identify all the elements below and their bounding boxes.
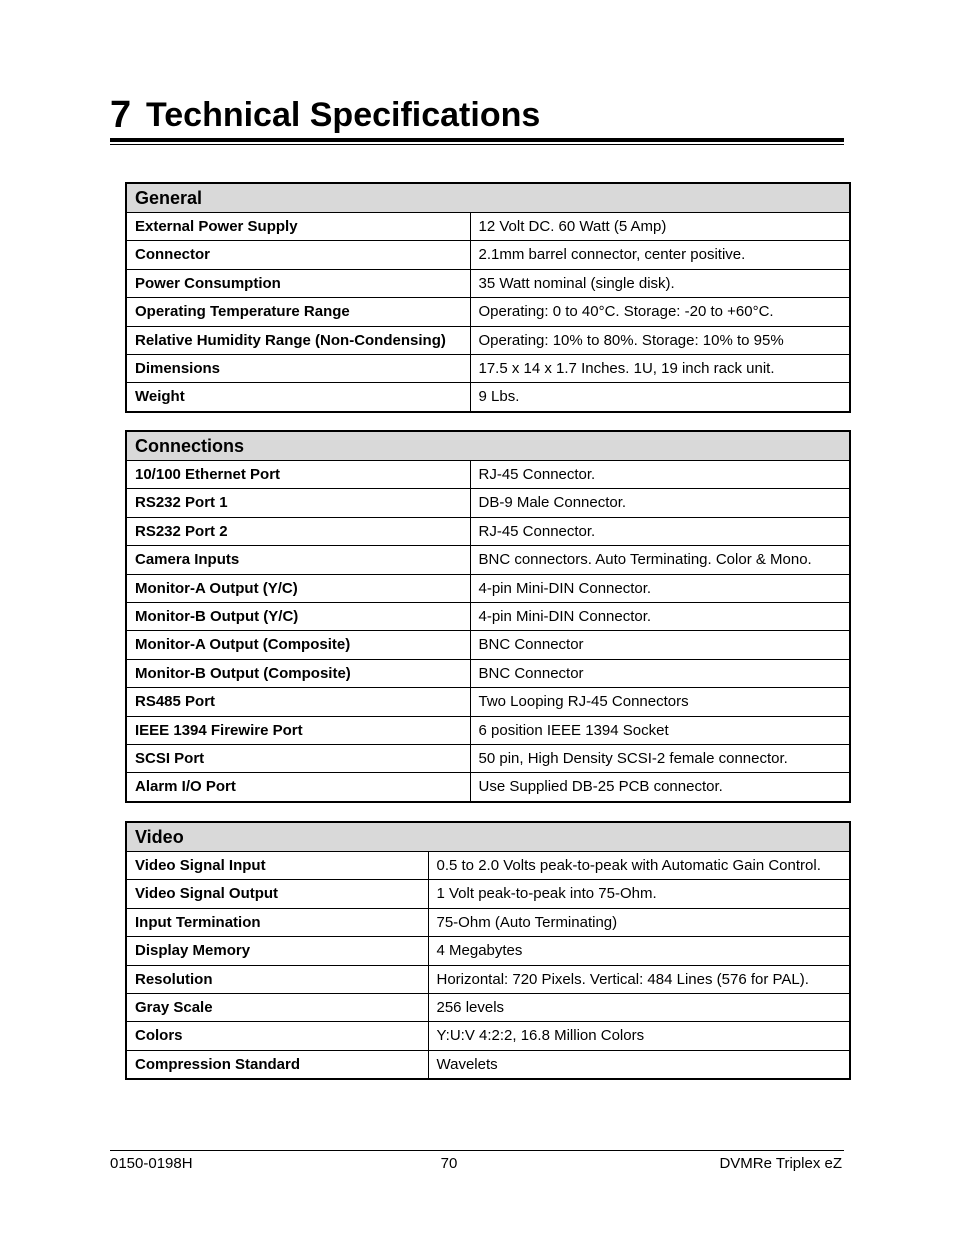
spec-label: Monitor-B Output (Composite) xyxy=(126,659,470,687)
spec-row xyxy=(126,659,850,687)
general-spec-table xyxy=(125,182,851,413)
spec-row xyxy=(126,745,850,773)
heading-rule-thin xyxy=(110,144,844,145)
spec-value: Wavelets xyxy=(428,1050,850,1079)
spec-label: Video Signal Input xyxy=(126,852,428,880)
chapter-heading xyxy=(110,92,844,138)
spec-row xyxy=(126,937,850,965)
chapter-number: 7 xyxy=(110,94,132,136)
spec-row xyxy=(126,546,850,574)
spec-value: 0.5 to 2.0 Volts peak-to-peak with Automatic Gain Control. xyxy=(428,852,850,880)
spec-label: Monitor-A Output (Y/C) xyxy=(126,574,470,602)
spec-value: 50 pin, High Density SCSI-2 female connector. xyxy=(470,745,850,773)
spec-label: SCSI Port xyxy=(126,745,470,773)
spec-label: RS485 Port xyxy=(126,688,470,716)
spec-label: Camera Inputs xyxy=(126,546,470,574)
spec-label: Dimensions xyxy=(126,355,470,383)
spec-value: Horizontal: 720 Pixels. Vertical: 484 Lines (576 for PAL). xyxy=(428,965,850,993)
spec-row xyxy=(126,908,850,936)
spec-label: Alarm I/O Port xyxy=(126,773,470,802)
spec-row xyxy=(126,688,850,716)
spec-row xyxy=(126,461,850,489)
spec-row xyxy=(126,716,850,744)
spec-value: 17.5 x 14 x 1.7 Inches. 1U, 19 inch rack unit. xyxy=(470,355,850,383)
spec-label: Weight xyxy=(126,383,470,412)
spec-label: Resolution xyxy=(126,965,428,993)
spec-row xyxy=(126,383,850,412)
spec-label: Colors xyxy=(126,1022,428,1050)
spec-row xyxy=(126,965,850,993)
spec-label: Monitor-B Output (Y/C) xyxy=(126,603,470,631)
footer-doc-number: 0150-0198H xyxy=(110,1155,193,1172)
spec-row xyxy=(126,1022,850,1050)
spec-row xyxy=(126,517,850,545)
spec-label: Connector xyxy=(126,241,470,269)
footer-product-name: DVMRe Triplex eZ xyxy=(719,1155,842,1172)
spec-row xyxy=(126,603,850,631)
spec-value: RJ-45 Connector. xyxy=(470,461,850,489)
spec-value: 256 levels xyxy=(428,994,850,1022)
spec-value: 4-pin Mini-DIN Connector. xyxy=(470,603,850,631)
spec-value: 1 Volt peak-to-peak into 75-Ohm. xyxy=(428,880,850,908)
spec-label: Monitor-A Output (Composite) xyxy=(126,631,470,659)
spec-row xyxy=(126,355,850,383)
spec-label: Compression Standard xyxy=(126,1050,428,1079)
spec-label: RS232 Port 1 xyxy=(126,489,470,517)
spec-value: BNC Connector xyxy=(470,631,850,659)
footer-page-number: 70 xyxy=(440,1155,458,1172)
spec-row xyxy=(126,631,850,659)
spec-row xyxy=(126,489,850,517)
spec-row xyxy=(126,241,850,269)
heading-rule-thick xyxy=(110,138,844,142)
spec-value: 9 Lbs. xyxy=(470,383,850,412)
spec-label: 10/100 Ethernet Port xyxy=(126,461,470,489)
spec-value: Use Supplied DB-25 PCB connector. xyxy=(470,773,850,802)
spec-value: Operating: 0 to 40°C. Storage: -20 to +60°C. xyxy=(470,298,850,326)
spec-value: 12 Volt DC. 60 Watt (5 Amp) xyxy=(470,213,850,241)
connections-spec-table xyxy=(125,430,851,803)
spec-row xyxy=(126,298,850,326)
spec-label: Operating Temperature Range xyxy=(126,298,470,326)
section-header: Connections xyxy=(126,431,850,461)
spec-label: Gray Scale xyxy=(126,994,428,1022)
spec-row xyxy=(126,994,850,1022)
spec-value: Operating: 10% to 80%. Storage: 10% to 95% xyxy=(470,326,850,354)
spec-label: Display Memory xyxy=(126,937,428,965)
spec-row xyxy=(126,880,850,908)
spec-value: BNC Connector xyxy=(470,659,850,687)
spec-value: RJ-45 Connector. xyxy=(470,517,850,545)
section-header: General xyxy=(126,183,850,213)
spec-value: 4 Megabytes xyxy=(428,937,850,965)
spec-row xyxy=(126,773,850,802)
spec-label: Relative Humidity Range (Non-Condensing) xyxy=(126,326,470,354)
spec-label: RS232 Port 2 xyxy=(126,517,470,545)
spec-label: Video Signal Output xyxy=(126,880,428,908)
spec-row xyxy=(126,326,850,354)
section-header: Video xyxy=(126,822,850,852)
spec-value: Y:U:V 4:2:2, 16.8 Million Colors xyxy=(428,1022,850,1050)
spec-value: 75-Ohm (Auto Terminating) xyxy=(428,908,850,936)
spec-value: 35 Watt nominal (single disk). xyxy=(470,269,850,297)
spec-label: External Power Supply xyxy=(126,213,470,241)
spec-value: Two Looping RJ-45 Connectors xyxy=(470,688,850,716)
spec-row xyxy=(126,1050,850,1079)
spec-row xyxy=(126,213,850,241)
spec-value: 6 position IEEE 1394 Socket xyxy=(470,716,850,744)
spec-label: Power Consumption xyxy=(126,269,470,297)
spec-row xyxy=(126,269,850,297)
spec-value: 4-pin Mini-DIN Connector. xyxy=(470,574,850,602)
chapter-title: Technical Specifications xyxy=(146,96,541,134)
spec-row xyxy=(126,852,850,880)
spec-value: DB-9 Male Connector. xyxy=(470,489,850,517)
spec-row xyxy=(126,574,850,602)
spec-value: 2.1mm barrel connector, center positive. xyxy=(470,241,850,269)
spec-label: Input Termination xyxy=(126,908,428,936)
video-spec-table xyxy=(125,821,851,1080)
spec-label: IEEE 1394 Firewire Port xyxy=(126,716,470,744)
spec-value: BNC connectors. Auto Terminating. Color & Mono. xyxy=(470,546,850,574)
footer-rule xyxy=(110,1150,844,1151)
